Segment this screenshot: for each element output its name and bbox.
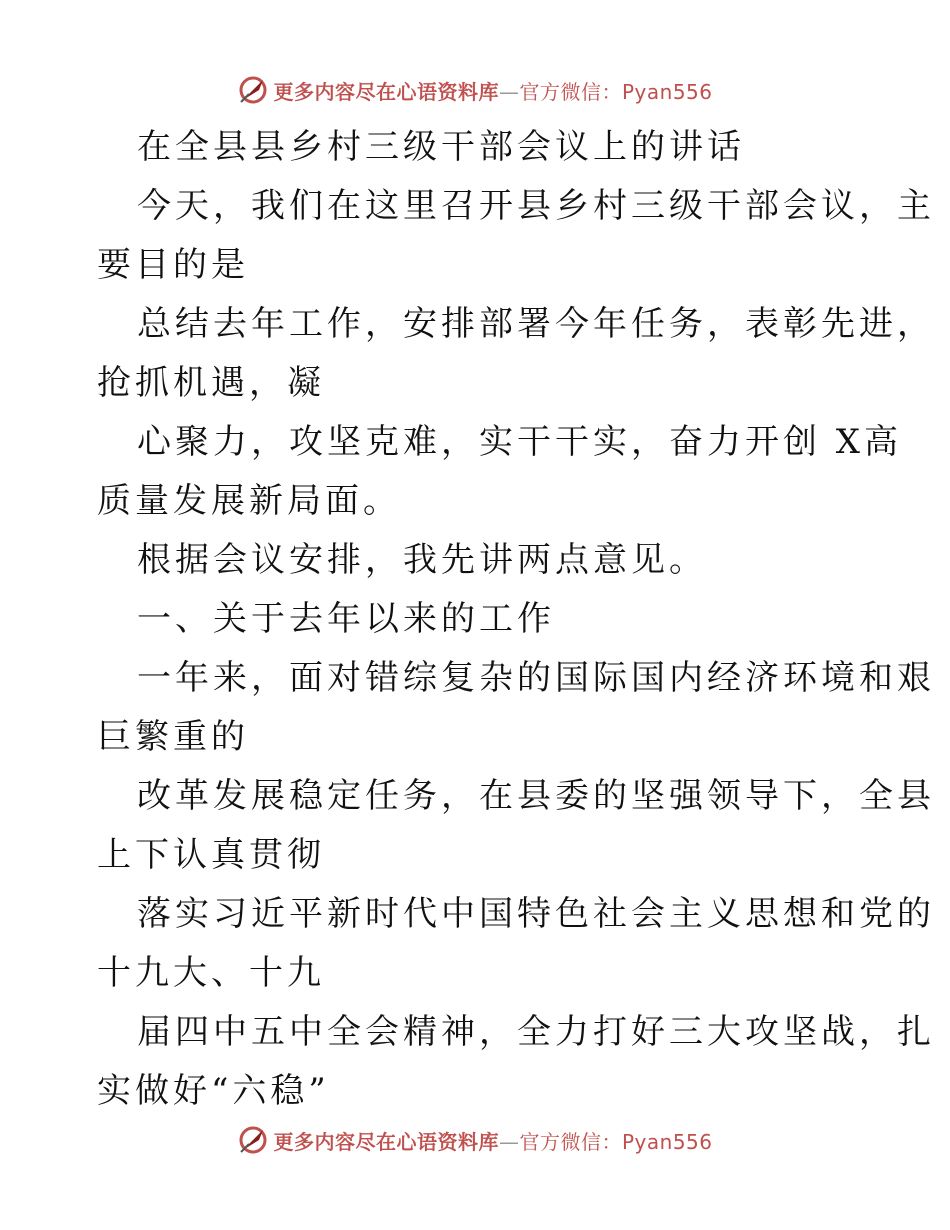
watermark-header bbox=[0, 70, 950, 110]
watermark-sub: 官方微信： bbox=[519, 79, 622, 104]
document-body bbox=[97, 118, 935, 1121]
document-line: 上下认真贯彻 bbox=[97, 835, 325, 875]
watermark-text bbox=[273, 76, 712, 105]
document-line: 根据会议安排，我先讲两点意见。 bbox=[137, 540, 707, 580]
watermark-id: Pyan556 bbox=[621, 79, 713, 104]
watermark-main: 更多内容尽在心语资料库 bbox=[273, 79, 499, 104]
document-line: 心聚力，攻坚克难，实干干实，奋力开创 X高 bbox=[137, 422, 903, 462]
document-line: 一、关于去年以来的工作 bbox=[137, 599, 555, 639]
document-line: 落实习近平新时代中国特色社会主义思想和党的 bbox=[137, 894, 935, 934]
document-line: 巨繁重的 bbox=[97, 717, 249, 757]
watermark-main: 更多内容尽在心语资料库 bbox=[273, 1129, 499, 1154]
document-line: 总结去年工作，安排部署今年任务，表彰先进， bbox=[137, 304, 935, 344]
watermark-dash: — bbox=[498, 1129, 520, 1154]
document-line: 抢抓机遇，凝 bbox=[97, 363, 325, 403]
document-line: 一年来，面对错综复杂的国际国内经济环境和艰 bbox=[137, 658, 935, 698]
document-line: 在全县县乡村三级干部会议上的讲话 bbox=[137, 127, 745, 167]
watermark-sub: 官方微信： bbox=[519, 1129, 622, 1154]
quill-logo-icon bbox=[237, 74, 269, 106]
document-line: 实做好“六稳” bbox=[97, 1071, 330, 1111]
document-line: 今天，我们在这里召开县乡村三级干部会议，主 bbox=[137, 186, 935, 226]
document-line: 要目的是 bbox=[97, 245, 249, 285]
document-line: 届四中五中全会精神，全力打好三大攻坚战，扎 bbox=[137, 1012, 935, 1052]
watermark-id: Pyan556 bbox=[621, 1129, 713, 1154]
document-line: 改革发展稳定任务，在县委的坚强领导下，全县 bbox=[137, 776, 935, 816]
quill-logo-icon bbox=[237, 1124, 269, 1156]
watermark-footer bbox=[0, 1120, 950, 1160]
watermark-dash: — bbox=[498, 79, 520, 104]
watermark-text bbox=[273, 1126, 712, 1155]
document-line: 十九大、十九 bbox=[97, 953, 325, 993]
document-line: 质量发展新局面。 bbox=[97, 481, 401, 521]
